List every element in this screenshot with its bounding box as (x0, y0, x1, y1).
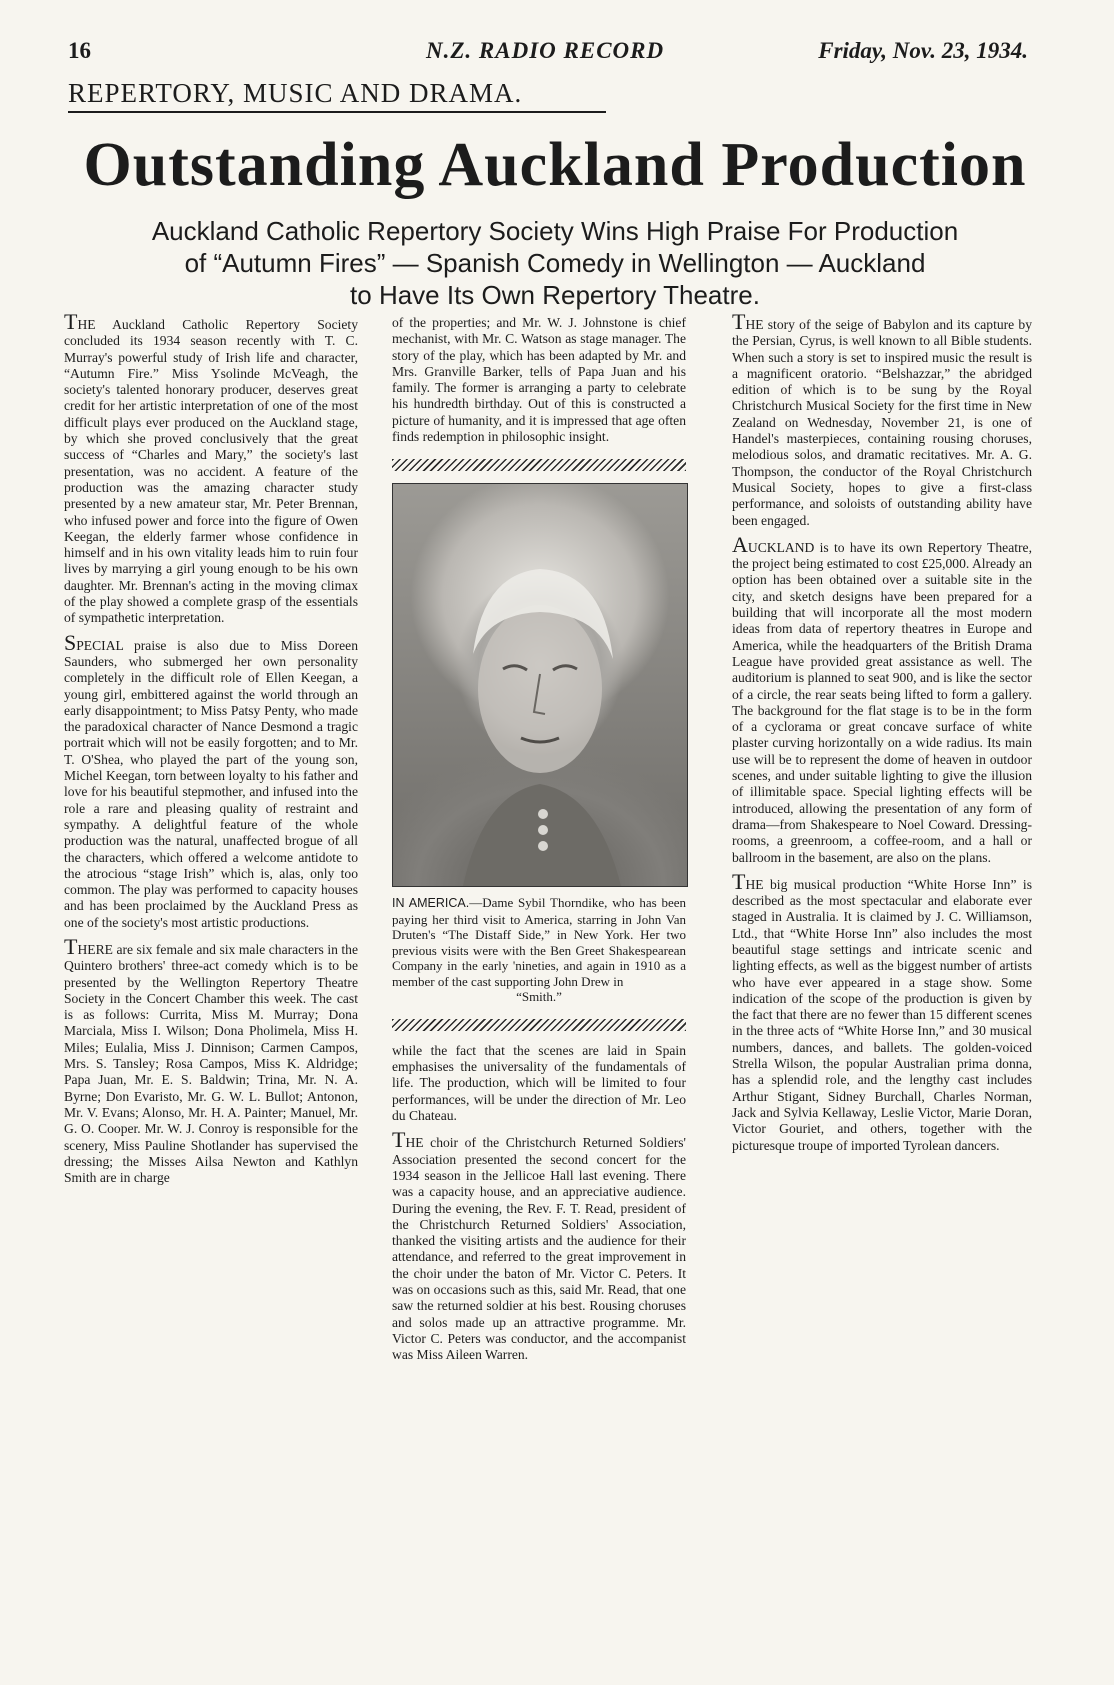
paragraph-text: HE big musical production “White Horse Inn” is described as the most spectacular and elaborate ever staged in Australia. It is claimed by J. C. Williamson, Ltd., that “White Horse Inn” also includes the most beautiful stage settings and intricate scenic and lighting effects, as well as the biggest number of artists who have ever appeared in a stage show. Some indication of the scope of the production is given by the fact that there are no fewer than 15 different scenes in the three acts of “White Horse Inn,” and 30 musical numbers, dances, and ballets. The golden-voiced Strella Wilson, the popular Australian prima donna, has a splendid role, and the lengthy cast includes Arthur Stigant, Sidney Burchall, Charles Norman, Jack and Sylvia Kellaway, Leslie Victor, Marie Doran, Victor Gouriet, and others, together with the picturesque troupe of imported Tyrolean dancers. (732, 876, 1032, 1153)
paragraph-text: of the properties; and Mr. W. J. Johnstone is chief mechanist, with Mr. C. Watson as stage manager. The story of the play, which has been adapted by Mr. and Mrs. Granville Barker, tells of Papa Juan and his family. The former is arranging a party to celebrate his hundredth birthday. Out of this is constructed a picture of humanity, and it is impressed that age often finds redemption in philosophic insight. (392, 315, 686, 445)
drop-cap: T (732, 309, 746, 334)
publication-name: N.Z. RADIO RECORD (426, 38, 665, 63)
article-paragraph (64, 309, 358, 627)
paragraph-text: HE Auckland Catholic Repertory Society concluded its 1934 season recently with T. C. Murray's powerful study of Irish life and character, “Autumn Fire.” Miss Ysolinde McVeagh, the society's talented honorary producer, deserves great credit for her artistic interpretation of one of the most difficult plays ever produced on the Auckland stage, by which she proved conclusively that the great success of “Charles and Mary,” the society's last presentation, was no accident. A feature of the production was the amazing character study presented by a new amateur star, Mr. Peter Brennan, who infused power and force into the figure of Owen Keegan, the elderly farmer whose confidence in himself and in his own vitality leads him to ruin four lives by marrying a girl young enough to be his own daughter. Mr. Brennan's acting in the moving climax of the play showed a complete grasp of the essentials of sympathetic interpretation. (64, 317, 358, 626)
drop-cap: T (392, 1127, 406, 1153)
photo-caption (392, 895, 686, 1005)
paragraph-text: HERE are six female and six male characters in the Quintero brothers' three-act comedy which is to be presented by the Wellington Repertory Theatre Society in the Concert Chamber this week. The cast is as follows: Currita, Miss M. Murray; Dona Marciala, Miss I. Wilson; Dona Pholimela, Miss H. Miles; Eulalia, Miss J. Dinnison; Carmen Campos, Mrs. S. Tansley; Rosa Campos, Miss K. Aldridge; Papa Juan, Mr. E. S. Baldwin; Trina, Mr. N. A. Byrne; Don Evaristo, Mr. G. W. L. Bullot; Antonon, Mr. V. Evans; Alonso, Mr. H. A. Painter; Manuel, Mr. G. O. Cooper. Mr. W. J. Conroy is responsible for the scenery, Miss Pauline Shotlander has supervised the dressing; the Misses Ailsa Newton and Kathlyn Smith are in charge (64, 941, 358, 1186)
caption-lead: IN AMERICA. (392, 896, 470, 911)
column-2 (392, 315, 686, 1373)
article-paragraph (732, 531, 1032, 866)
page-number: 16 (68, 38, 91, 63)
column-1 (64, 309, 358, 1195)
drop-cap: T (732, 868, 746, 894)
article-paragraph (392, 1127, 686, 1363)
caption-text: —Dame Sybil Thorndike, who has been paying her third visit to America, starring in John Van Druten's “The Distaff Side,” in New York. Her two previous visits were with the Ben Greet Shakespearean Company in the early 'nineties, and again in 1910 as a member of the cast supporting John Drew in (392, 895, 686, 989)
running-header (68, 38, 1028, 68)
paragraph-text: HE choir of the Christchurch Returned Soldiers' Association presented the second concert for the 1934 season in the Jellicoe Hall last evening. There was a capacity house, and an appreciative audience. During the evening, the Rev. F. T. Read, president of the Christchurch Returned Soldiers' Association, thanked the visiting artists and the audience for their attendance, and referred to the great improvement in the choir under the baton of Mr. Victor C. Peters. It was on occasions such as this, said Mr. Read, that one saw the returned soldier at his best. Rousing choruses and solos made up an attractive programme. Mr. Victor C. Peters was conductor, and the accompanist was Miss Aileen Warren. (392, 1135, 686, 1363)
caption-end: “Smith.” (516, 989, 562, 1005)
subheadline (80, 215, 1030, 311)
drop-cap: A (732, 531, 748, 557)
paragraph-text: HE story of the seige of Babylon and its capture by the Persian, Cyrus, is well known to all Bible students. When such a story is set to inspired music the result is a magnificent oratorio. “Belshazzar,” the abridged edition of which is to be sung by the Royal Christchurch Musical Society for the first time in New Zealand on Wednesday, November 21, is one of Handel's masterpieces, containing rousing choruses, melodious solos, and dramatic recitatives. Mr. A. G. Thompson, the conductor of the Royal Christchurch Musical Society, hopes to give a first-class performance, and soloists of outstanding ability have been engaged. (732, 317, 1032, 528)
subheadline-line: to Have Its Own Repertory Theatre. (350, 280, 760, 310)
drop-cap: S (64, 629, 77, 655)
decorative-rule (392, 1019, 686, 1031)
article-paragraph (64, 629, 358, 931)
drop-cap: T (64, 933, 78, 959)
portrait-illustration (393, 484, 687, 886)
article-paragraph (392, 315, 686, 445)
decorative-rule (392, 459, 686, 471)
issue-date: Friday, Nov. 23, 1934. (818, 38, 1028, 63)
subheadline-line: Auckland Catholic Repertory Society Wins High Praise For Production (151, 216, 959, 246)
section-title: REPERTORY, MUSIC AND DRAMA. (68, 78, 606, 113)
article-paragraph (732, 868, 1032, 1154)
headline: Outstanding Auckland Production (83, 131, 1027, 199)
article-paragraph (732, 309, 1032, 529)
column-3 (732, 309, 1032, 1163)
drop-cap: T (64, 309, 78, 334)
subheadline-line: of “Autumn Fires” — Spanish Comedy in Wellington — Auckland (184, 248, 926, 278)
article-paragraph (392, 1043, 686, 1124)
portrait-photo (392, 483, 688, 887)
article-paragraph (64, 933, 358, 1186)
paragraph-text: while the fact that the scenes are laid in Spain emphasises the universality of the fundamentals of life. The production, which will be limited to four performances, will be under the direction of Mr. Leo du Chateau. (392, 1042, 686, 1124)
paragraph-text: UCKLAND is to have its own Repertory Theatre, the project being estimated to cost £25,000. Already an option has been obtained over a suitable site in the city, and sketch designs have been prepared for a building that will incorporate all the most modern ideas from data of repertory theatres in Europe and America, while the headquarters of the British Drama League have provided great assistance as well. The auditorium is planned to seat 900, and is like the sector of a circle, the rear seats being lifted to form a gallery. The background for the flat stage is to be in the form of a cyclorama or great concave surface of white plaster curving horizontally on a wide radius. Its main use will be to represent the dome of heaven in outdoor scenes, and under suitable lighting to give the illusion of illimitable space. Special lighting effects will be introduced, allowing the presentation of any form of drama—from Shakespeare to Noel Coward. Dressing-rooms, a greenroom, a coffee-room, and a hall or ballroom in the basement, are also on the plans. (732, 539, 1032, 865)
paragraph-text: PECIAL praise is also due to Miss Doreen Saunders, who submerged her own personality completely in the difficult role of Ellen Keegan, a young girl, embittered against the world through an early disappointment; to Miss Patsy Penty, who made the paradoxical character of Nance Desmond a tragic portrait which will not be easily forgotten; and to Mr. T. O'Shea, who played the part of the young son, Michel Keegan, torn between loyalty to his father and love for his beautiful stepmother, and infused into the role a rare and pleasing quality of restraint and sympathy. A delightful feature of the whole production was the natural, unaffected brogue of all the characters, which offered a welcome antidote to the atrocious “stage Irish” which is, alas, only too common. The play was performed to capacity houses and has been proclaimed by the Auckland Press as one of the society's most artistic productions. (64, 637, 358, 930)
